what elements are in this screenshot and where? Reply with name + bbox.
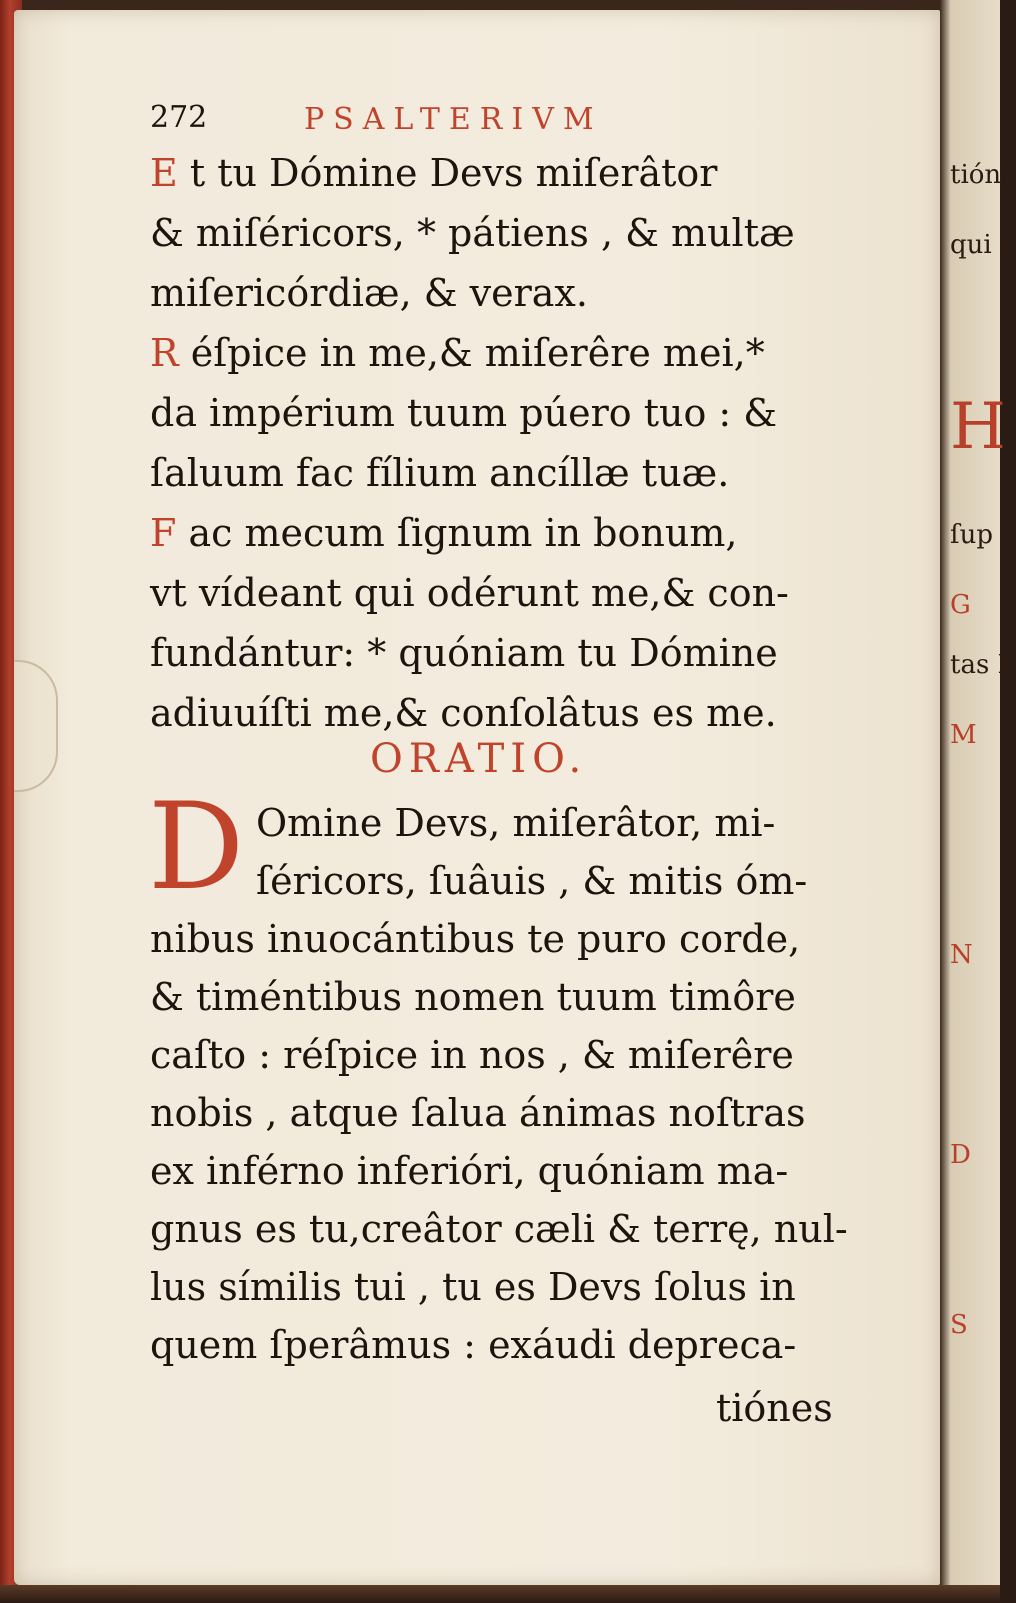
adjacent-page-edge bbox=[940, 0, 1016, 1603]
verse-line bbox=[150, 330, 765, 376]
adjacent-page-fragment: qui c bbox=[950, 230, 1015, 260]
prayer-line: Omine Devs, miſerâtor, mi- bbox=[256, 801, 776, 845]
adjacent-page-fragment: N bbox=[950, 940, 973, 970]
catchword: tiónes bbox=[716, 1386, 833, 1430]
running-title: PSALTERIVM bbox=[304, 102, 603, 137]
drop-cap-initial: D bbox=[148, 778, 245, 917]
verse-line: & miſéricors, * pátiens , & multæ bbox=[150, 211, 795, 255]
prayer-line: ſéricors, ſuâuis , & mitis óm- bbox=[256, 859, 808, 903]
verse-line bbox=[150, 510, 737, 556]
verse-text: éſpice in me,& miſerêre mei,* bbox=[190, 331, 765, 375]
prayer-line: gnus es tu,creâtor cæli & terrę, nul- bbox=[150, 1207, 848, 1251]
adjacent-page-fragment: tiónc bbox=[950, 160, 1016, 190]
verse-initial: F bbox=[150, 511, 177, 555]
adjacent-page-fragment: H bbox=[950, 390, 1006, 464]
verse-line: vt vídeant qui odérunt me,& con- bbox=[150, 571, 789, 615]
adjacent-page-fragment: S bbox=[950, 1310, 968, 1340]
clasp-tab bbox=[14, 660, 58, 792]
adjacent-page-fragment: G bbox=[950, 590, 971, 620]
verse-initial: E bbox=[150, 151, 178, 195]
verse-line: adiuuíſti me,& conſolâtus es me. bbox=[150, 691, 777, 735]
adjacent-page-fragment: D bbox=[950, 1140, 971, 1170]
verse-line: fundántur: * quóniam tu Dómine bbox=[150, 631, 778, 675]
book-bottom-edge bbox=[0, 1585, 1000, 1603]
verse-initial: R bbox=[150, 331, 179, 375]
oratio-heading: ORATIO. bbox=[370, 736, 588, 782]
adjacent-page-fragment: ſup bbox=[950, 520, 994, 550]
verse-text: t tu Dómine Devs miſerâtor bbox=[189, 151, 718, 195]
page-number: 272 bbox=[150, 100, 208, 135]
adjacent-page-fragment: tas I bbox=[950, 650, 1008, 680]
adjacent-page-fragment: M bbox=[950, 720, 977, 750]
prayer-line: lus símilis tui , tu es Devs ſolus in bbox=[150, 1265, 796, 1309]
verse-line: miſericórdiæ, & verax. bbox=[150, 271, 588, 315]
prayer-line: nibus inuocántibus te puro corde, bbox=[150, 917, 801, 961]
verse-line: ſaluum fac fílium ancíllæ tuæ. bbox=[150, 451, 730, 495]
prayer-line: & timéntibus nomen tuum timôre bbox=[150, 975, 796, 1019]
verse-line bbox=[150, 150, 717, 196]
prayer-line: ex inférno inferióri, quóniam ma- bbox=[150, 1149, 789, 1193]
prayer-line: nobis , atque ſalua ánimas noſtras bbox=[150, 1091, 806, 1135]
verse-text: ac mecum ſignum in bonum, bbox=[188, 511, 738, 555]
prayer-line: caſto : réſpice in nos , & miſerêre bbox=[150, 1033, 794, 1077]
prayer-line: quem ſperâmus : exáudi depreca- bbox=[150, 1323, 797, 1367]
verse-line: da impérium tuum púero tuo : & bbox=[150, 391, 778, 435]
